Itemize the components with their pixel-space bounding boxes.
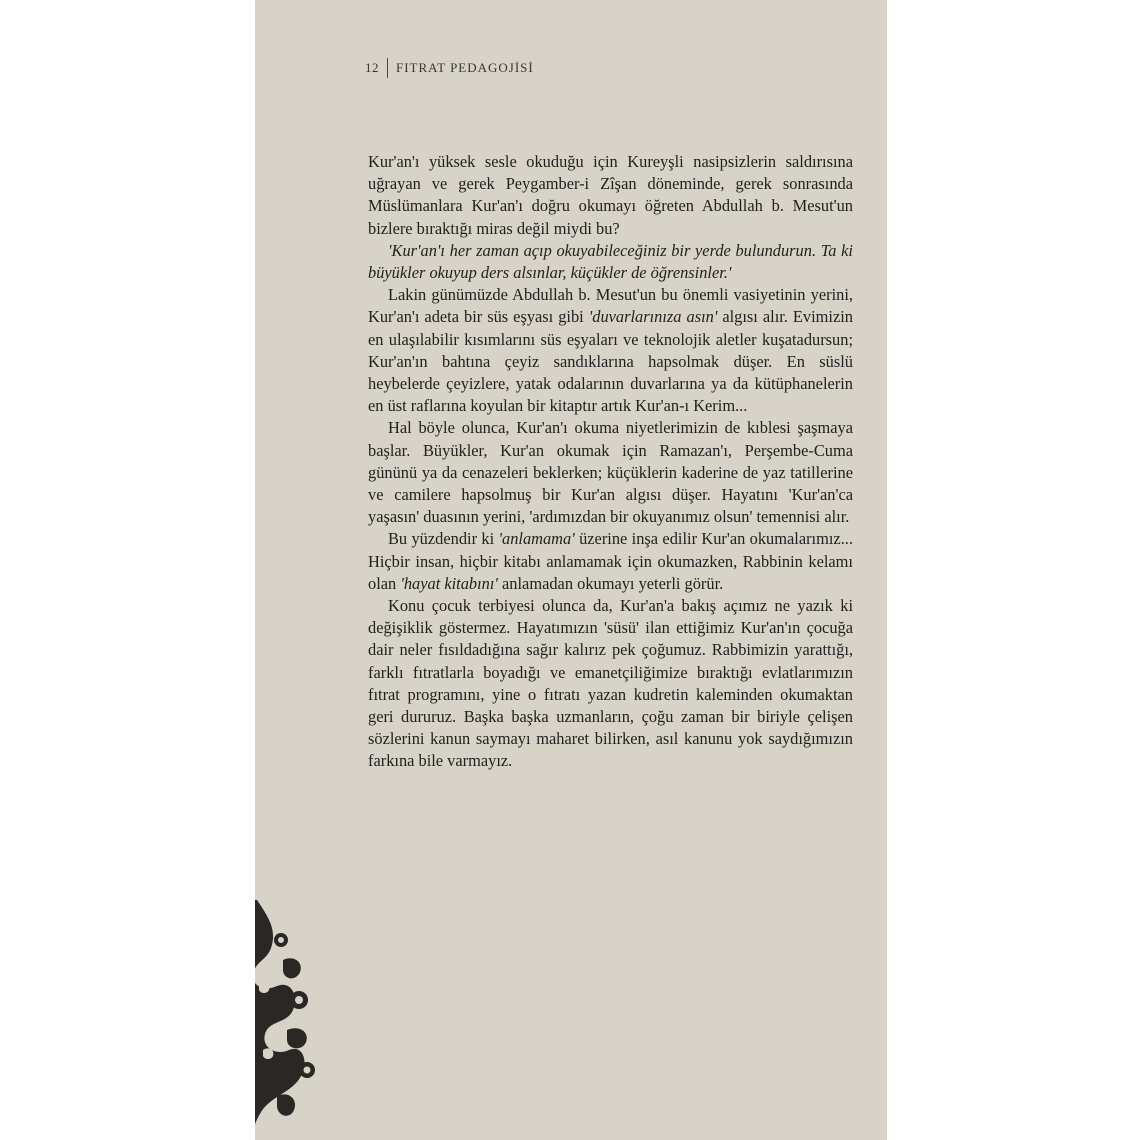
paragraph-3-text-a: Lakin günümüzde Abdullah b. Mesut'un bu önemli vasiyetinin yerini, Kur'an'ı adeta bir süs eşyası gibi (368, 285, 853, 327)
running-title: FITRAT PEDAGOJİSİ (396, 60, 534, 75)
paragraph-3-emphasis: 'duvarlarınıza asın' (588, 307, 718, 327)
body-text (368, 151, 853, 773)
paragraph-5-text-b: üzerine inşa edilir Kur'an okumalarımız... Hiçbir insan, hiçbir kitabı anlamamak için okumazken, Rabbinin kelamı olan (368, 529, 853, 593)
running-head (365, 58, 534, 78)
quote-paragraph: 'Kur'an'ı her zaman açıp okuyabileceğiniz bir yerde bulundurun. Ta ki büyükler okuyup ders alsınlar, küçükler de öğrensinler.' (368, 240, 853, 283)
paragraph-5 (368, 528, 853, 595)
paragraph-3 (368, 284, 853, 417)
paragraph-4: Hal böyle olunca, Kur'an'ı okuma niyetlerimizin de kıblesi şaşmaya başlar. Büyükler, Kur'an okumak için Ramazan'ı, Perşembe-Cuma gününü ya da cenazeleri beklerken; küçüklerin kaderine de yaz tatillerine ve camilere hapsolmuş bir Kur'an algısı düşer. Hayatını 'Kur'an'ca yaşasın' duasının yerini, 'ardımızdan bir okuyanımız olsun' temennisi alır. (368, 418, 853, 527)
header-divider (387, 58, 388, 78)
paragraph-5-emphasis-1: 'anlamama' (498, 529, 575, 549)
book-page (255, 0, 887, 1140)
paragraph-1: Kur'an'ı yüksek sesle okuduğu için Kureyşli nasipsizlerin saldırısına uğrayan ve gerek Peygamber-i Zîşan döneminde, gerek sonrasında Müslümanlara Kur'an'ı doğru okumayı öğreten Abdullah b. Mesut'un bizlere bıraktığı miras değil miydi bu? (368, 152, 853, 238)
floral-ornament-icon (255, 900, 327, 1130)
paragraph-5-text-a: Bu yüzdendir ki (388, 529, 499, 549)
paragraph-6: Konu çocuk terbiyesi olunca da, Kur'an'a bakış açımız ne yazık ki değişiklik göstermez. Hayatımızın 'süsü' ilan ettiğimiz Kur'an'ın çocuğa dair neler fısıldadığına sağır kalırız pek çoğumuz. Rabbimizin yarattığı, farklı fıtratlarla boyadığı ve emanetçiliğimize bıraktığı evlatlarımızın fıtrat programını, yine o fıtratı yazan kudretin kaleminden okumaktan geri dururuz. Başka başka uzmanların, çoğu zaman bir biriyle çelişen sözlerini kanun saymayı maharet bilirken, asıl kanunu yok saydığımızın farkına bile varmayız. (368, 596, 853, 771)
page-number: 12 (365, 60, 379, 75)
paragraph-3-text-b: algısı alır. Evimizin en ulaşılabilir kısımlarını süs eşyaları ve teknolojik aletler kuşatadursun; Kur'an'ın bahtına çeyiz sandıklarına hapsolmak düşer. En süslü heybelerde çeyizlere, yatak odalarının duvarlarına ya da kütüphanelerin en üst raflarına koyulan bir kitaptır artık Kur'an-ı Kerim... (368, 307, 853, 416)
paragraph-5-emphasis-2: 'hayat kitabını' (400, 573, 498, 593)
paragraph-5-text-c: anlamadan okumayı yeterli görür. (497, 573, 724, 593)
